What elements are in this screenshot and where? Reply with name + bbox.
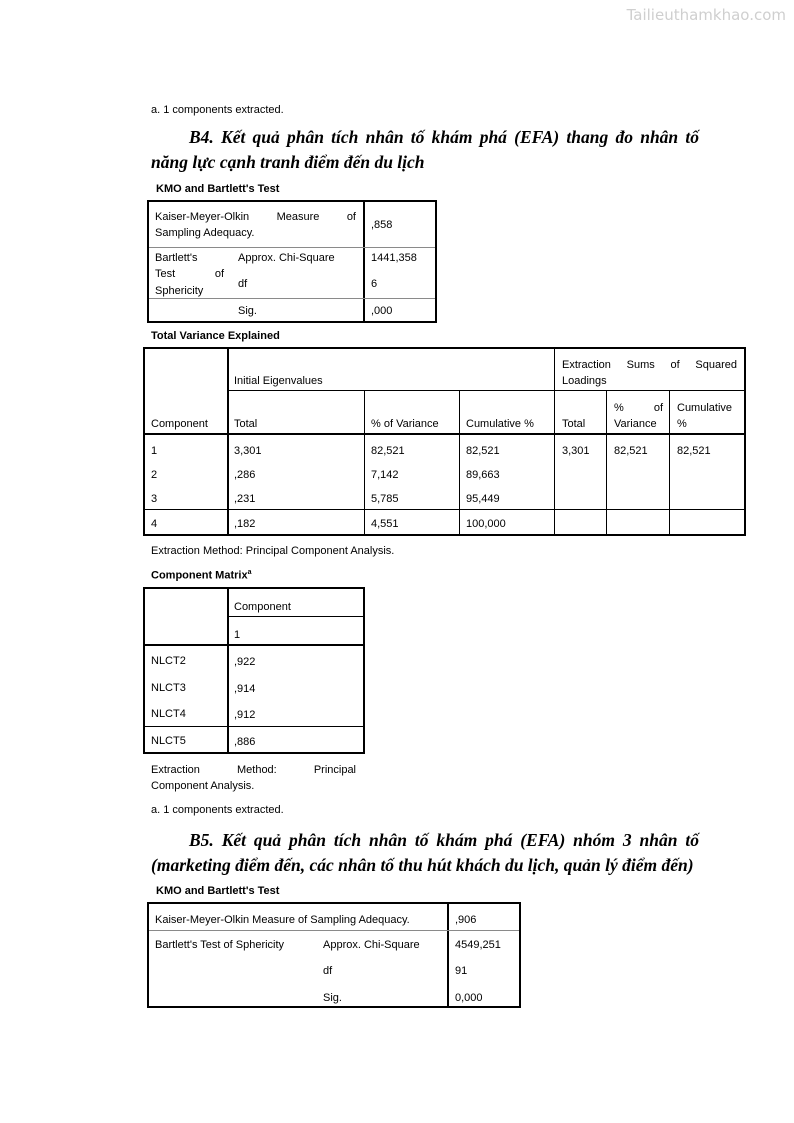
tve-col-ex-pct-line2: Variance [614,418,657,430]
kmo1-bartlett-line3: Sphericity [155,285,204,297]
cm-r2-value: ,914 [234,683,256,695]
tve-col-total: Total [234,418,258,430]
tve-r1-pct: 82,521 [371,445,405,457]
tve-header-initial: Initial Eigenvalues [234,375,323,387]
tve-r1-component: 1 [151,445,158,457]
tve-col-ex-total: Total [562,418,586,430]
kmo1-df-value: 6 [371,278,378,290]
heading-b4-line1: B4. Kết quả phân tích nhân tố khám phá (EFA) thang đo nhân tố [189,127,699,147]
tve-col-ex-pct-line1: % of [614,402,663,414]
section-heading-b5 [151,828,699,878]
tve-r4-cum: 100,000 [466,518,506,530]
cm-r1-value: ,922 [234,656,256,668]
tve-r3-total: ,231 [234,493,256,505]
tve-r2-total: ,286 [234,469,256,481]
kmo1-value: ,858 [371,219,393,231]
kmo2-label: Kaiser-Meyer-Olkin Measure of Sampling Adequacy. [155,914,410,926]
tve-r3-component: 3 [151,493,158,505]
cm-r1-label: NLCT2 [151,655,186,667]
tve-r1-ex-pct: 82,521 [614,445,648,457]
kmo1-bartlett-line1: Bartlett's [155,252,198,264]
tve-r1-ex-total: 3,301 [562,445,590,457]
tve-r4-component: 4 [151,518,158,530]
kmo1-df-label: df [238,278,248,290]
cm-footer-line1: Extraction Method: Principal [151,764,356,776]
kmo2-bartlett-label: Bartlett's Test of Sphericity [155,939,285,951]
tve-footer: Extraction Method: Principal Component Analysis. [151,545,395,557]
kmo-table-1-title: KMO and Bartlett's Test [156,183,280,195]
tve-r2-cum: 89,663 [466,469,500,481]
tve-col-cumulative: Cumulative % [466,418,534,430]
kmo2-df-label: df [323,965,333,977]
component-matrix-title-text: Component Matrix [151,569,248,582]
watermark: Tailieuthamkhao.com [626,6,786,24]
cm-r3-value: ,912 [234,709,256,721]
heading-b5-line1: B5. Kết quả phân tích nhân tố khám phá (EFA) nhóm 3 nhân tố [189,830,699,850]
heading-b5-line2: (marketing điểm đến, các nhân tố thu hút khách du lịch, quản lý điểm đến) [151,855,694,875]
kmo1-label-line1: Kaiser-Meyer-Olkin Measure of [155,211,356,223]
heading-b4-line2: năng lực cạnh tranh điểm đến du lịch [151,152,425,172]
tve-r1-cum: 82,521 [466,445,500,457]
note-components-extracted: a. 1 components extracted. [151,104,284,116]
kmo2-sig-value: 0,000 [455,992,483,1004]
kmo2-value: ,906 [455,914,477,926]
tve-header-extraction-line1: Extraction Sums of Squared [562,359,737,371]
cm-r2-label: NLCT3 [151,682,186,694]
cm-subheader: 1 [234,629,241,641]
component-matrix-title [151,569,251,582]
tve-col-component: Component [151,418,208,430]
kmo1-bartlett-line2: Test of [155,268,224,280]
tve-r4-pct: 4,551 [371,518,399,530]
kmo2-chi-label: Approx. Chi-Square [323,939,420,951]
tve-col-ex-cum-line1: Cumulative [677,402,733,414]
kmo1-label-line2: Sampling Adequacy. [155,227,255,239]
tve-r4-total: ,182 [234,518,256,530]
tve-r1-ex-cum: 82,521 [677,445,711,457]
tve-r3-pct: 5,785 [371,493,399,505]
kmo1-chi-label: Approx. Chi-Square [238,252,335,264]
cm-header: Component [234,601,291,613]
cm-r4-value: ,886 [234,736,256,748]
tve-title: Total Variance Explained [151,330,280,342]
cm-r4-label: NLCT5 [151,735,186,747]
kmo1-chi-value: 1441,358 [371,252,417,264]
component-matrix-title-sup: a [247,569,252,576]
kmo2-sig-label: Sig. [323,992,342,1004]
kmo1-sig-label: Sig. [238,305,257,317]
tve-col-ex-cum-line2: % [677,418,687,430]
kmo-table-2-title: KMO and Bartlett's Test [156,885,280,897]
cm-note: a. 1 components extracted. [151,804,284,816]
tve-r2-component: 2 [151,469,158,481]
section-heading-b4 [151,125,699,175]
cm-r3-label: NLCT4 [151,708,186,720]
kmo1-sig-value: ,000 [371,305,393,317]
tve-r2-pct: 7,142 [371,469,399,481]
cm-footer-line2: Component Analysis. [151,780,255,792]
tve-r1-total: 3,301 [234,445,262,457]
tve-r3-cum: 95,449 [466,493,500,505]
tve-col-pct-variance: % of Variance [371,418,439,430]
kmo2-chi-value: 4549,251 [455,939,501,951]
tve-header-extraction-line2: Loadings [562,375,607,387]
kmo2-df-value: 91 [455,965,468,977]
